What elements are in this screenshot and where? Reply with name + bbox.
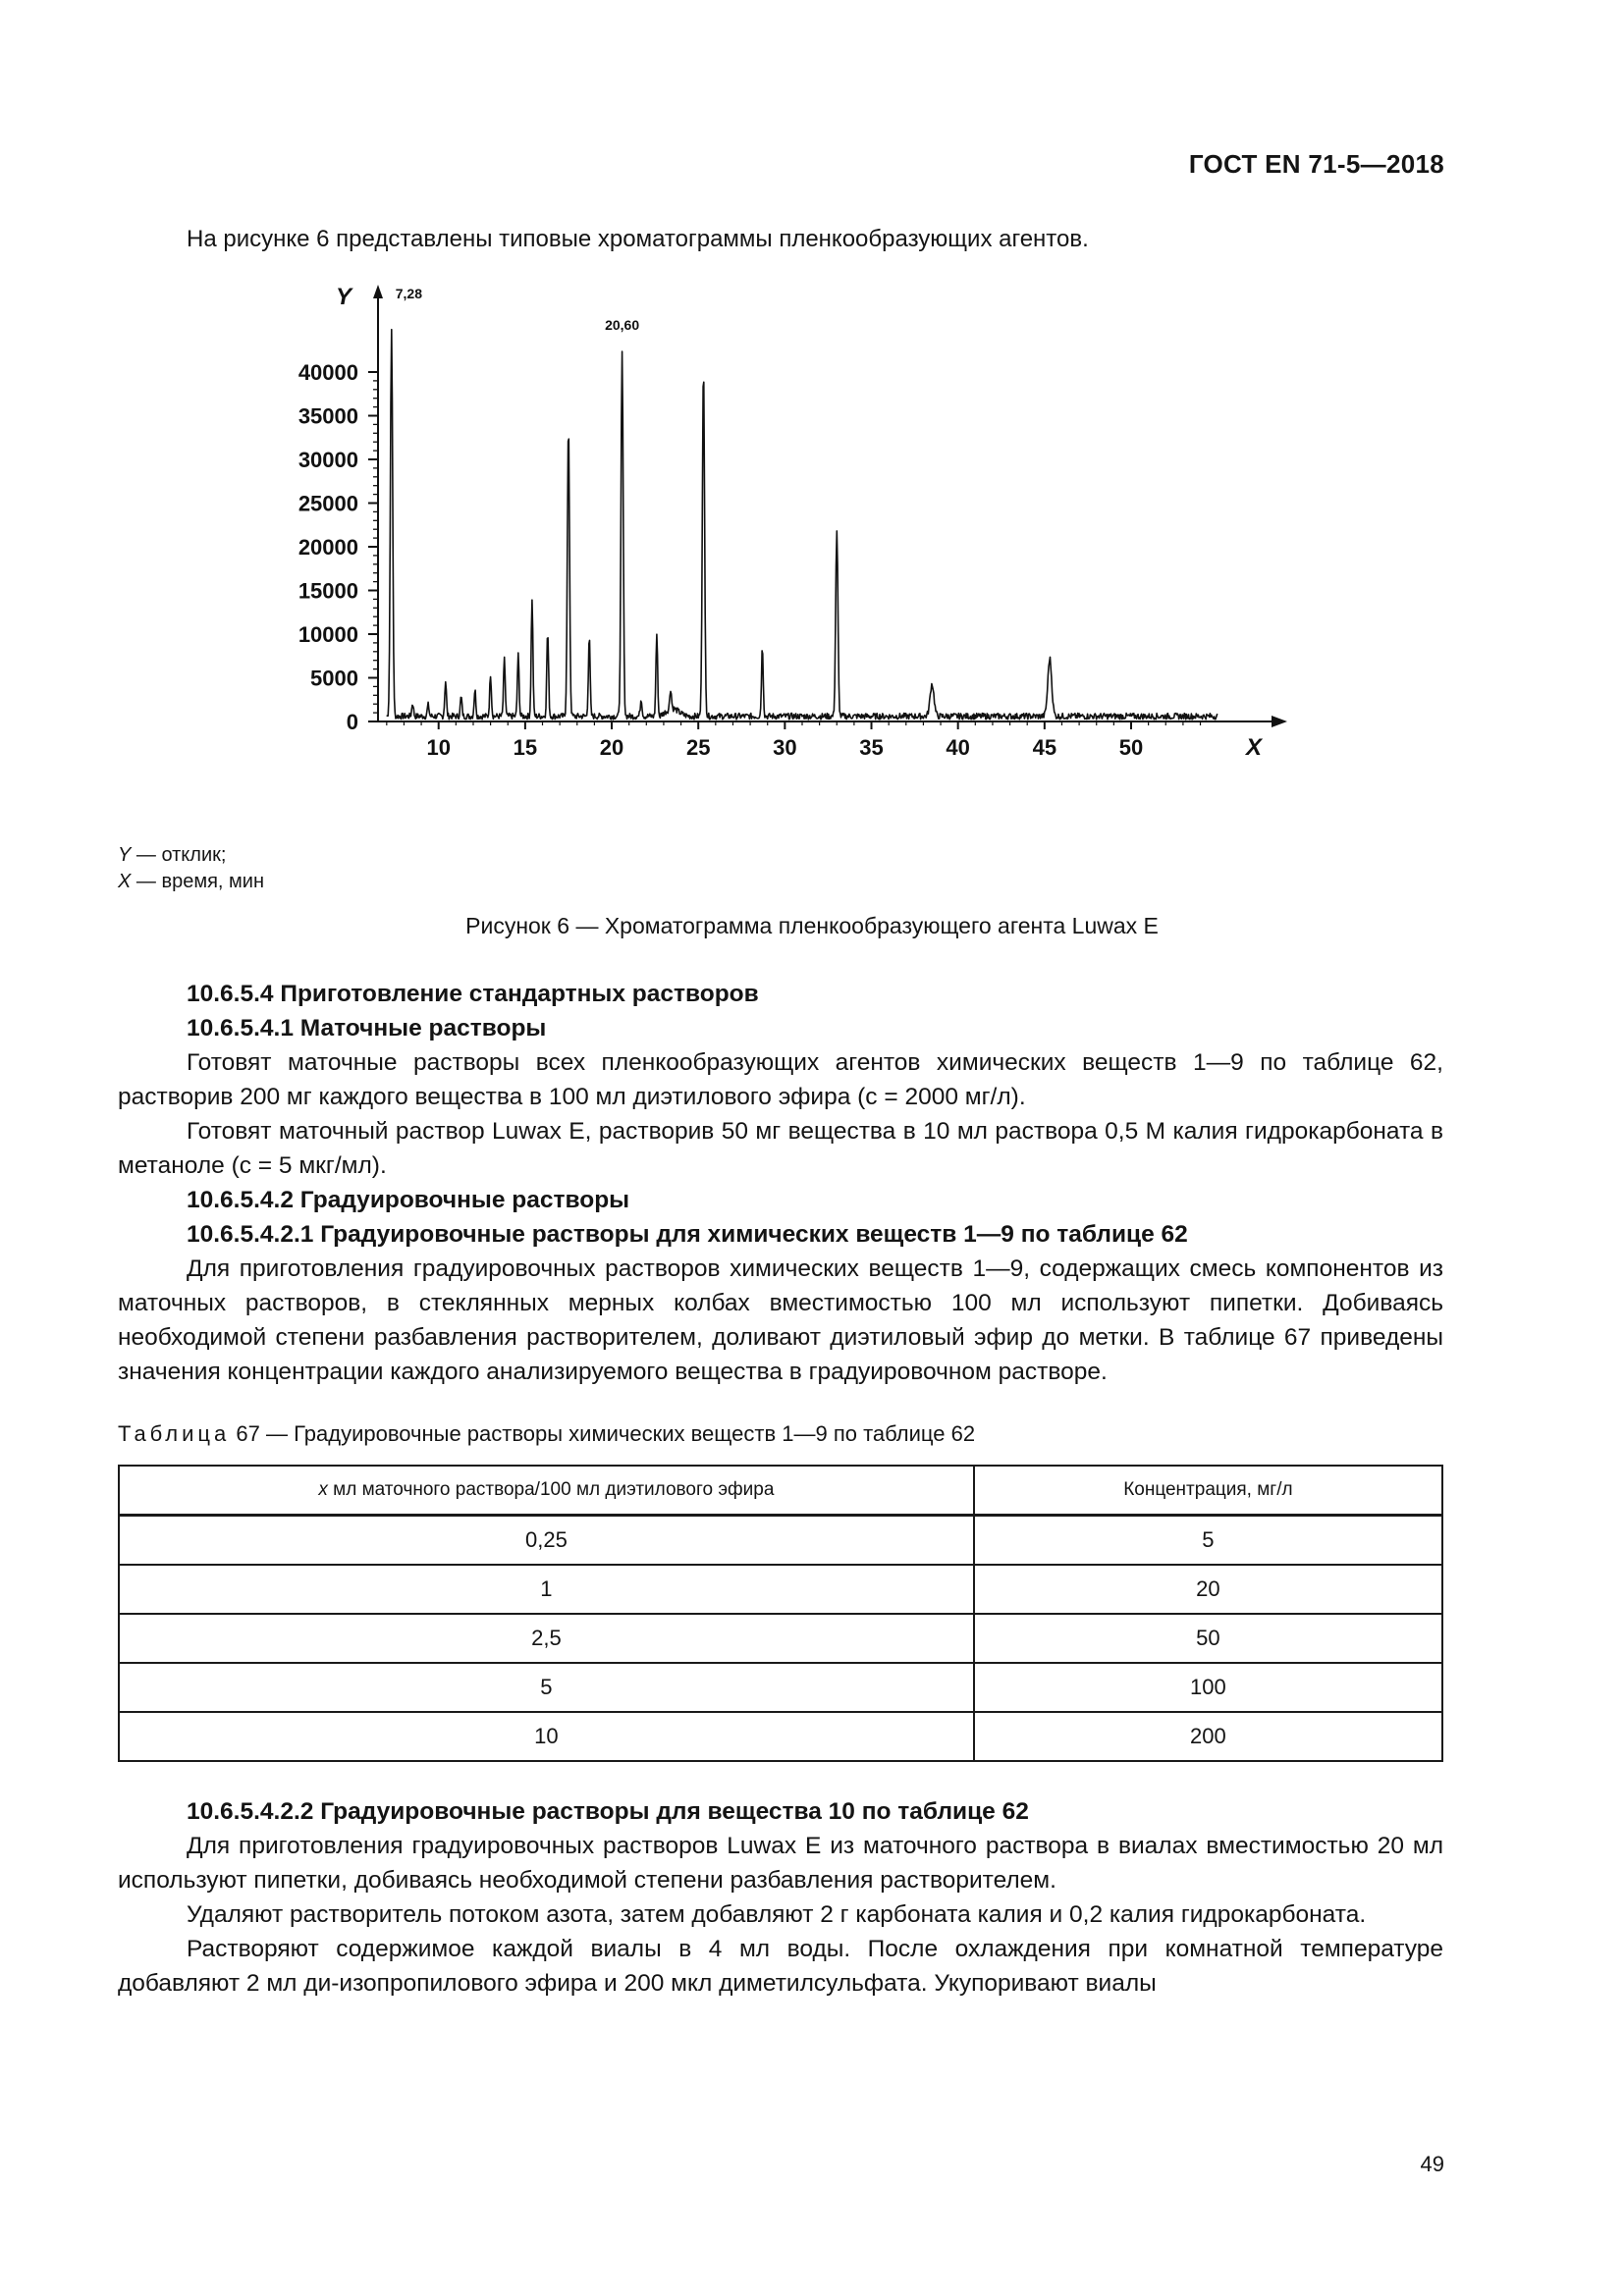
figure-caption: Рисунок 6 — Хроматограмма пленкообразующего агента Luwax E [465, 913, 1159, 938]
y-tick-label: 30000 [298, 448, 358, 472]
legend-x-text: — время, мин [131, 871, 264, 892]
table-cell-concentration: 20 [974, 1565, 1442, 1614]
table-cell-volume: 10 [119, 1712, 974, 1761]
y-tick-label: 35000 [298, 403, 358, 429]
x-tick-label: 40 [946, 735, 970, 760]
y-axis-arrow [373, 285, 383, 298]
table-caption-word: Таблица [118, 1421, 231, 1446]
y-tick-label: 0 [346, 710, 358, 734]
table-row [119, 1663, 1442, 1712]
document-code: ГОСТ EN 71-5—2018 [1188, 149, 1444, 179]
legend-y [118, 844, 226, 867]
table-cell-volume: 5 [119, 1663, 974, 1712]
paragraph-calibration-1-9: Для приготовления градуировочных растворов химических веществ 1—9, содержащих смесь компонентов из маточных растворов, в стеклянных мерных колбах вместимостью 100 мл используют пипетки. Добиваясь необходимой степени разбавления растворителем, доливают диэтиловый эфир до метки. В таблице 67 приведены значения концентрации каждого анализируемого вещества в градуировочном растворе. [118, 1255, 1443, 1385]
table-cell-volume: 2,5 [119, 1614, 974, 1663]
chromatogram-trace [387, 330, 1218, 720]
legend-y-symbol: Y [118, 844, 132, 866]
y-axis-label: Y [335, 285, 352, 310]
page-number: 49 [1420, 2152, 1444, 2176]
table-cell-volume: 0,25 [119, 1516, 974, 1566]
chromatogram-chart [250, 285, 1311, 775]
x-tick-label: 25 [685, 735, 711, 760]
heading-standard-solutions: 10.6.5.4 Приготовление стандартных растворов [187, 981, 759, 1007]
heading-calibration-1-9: 10.6.5.4.2.1 Градуировочные растворы для химических веществ 1—9 по таблице 62 [187, 1221, 1188, 1248]
y-tick-label: 40000 [298, 360, 358, 385]
table-row [119, 1516, 1442, 1566]
x-axis-arrow [1272, 716, 1287, 727]
table-header-concentration: Концентрация, мг/л [974, 1466, 1442, 1516]
y-tick-label: 20000 [298, 535, 358, 560]
y-tick-label: 25000 [298, 491, 358, 516]
heading-stock-solutions: 10.6.5.4.1 Маточные растворы [187, 1015, 547, 1041]
table-caption-text: 67 — Градуировочные растворы химических веществ 1—9 по таблице 62 [236, 1421, 976, 1446]
table-row [119, 1565, 1442, 1614]
table-cell-volume: 1 [119, 1565, 974, 1614]
legend-x-symbol: X [118, 871, 132, 892]
heading-calibration-10: 10.6.5.4.2.2 Градуировочные растворы для вещества 10 по таблице 62 [187, 1798, 1029, 1825]
heading-calibration-solutions: 10.6.5.4.2 Градуировочные растворы [187, 1187, 630, 1213]
intro-paragraph: На рисунке 6 представлены типовые хроматограммы пленкообразующих агентов. [187, 226, 1089, 252]
table-cell-concentration: 50 [974, 1614, 1442, 1663]
peak-label: 7,28 [395, 286, 423, 301]
x-tick-label: 50 [1118, 735, 1144, 760]
legend-x [118, 871, 264, 893]
header-volume-text: мл маточного раствора/100 мл диэтилового эфира [327, 1479, 775, 1500]
x-tick-label: 15 [513, 735, 538, 760]
y-tick-label: 5000 [310, 666, 358, 691]
table-row [119, 1614, 1442, 1663]
x-tick-label: 45 [1032, 735, 1057, 760]
x-axis-label: X [1245, 734, 1263, 761]
text-block-2 [118, 1794, 1443, 2001]
y-tick-label: 10000 [298, 622, 358, 647]
table-cell-concentration: 5 [974, 1516, 1442, 1566]
paragraph-stock-1: Готовят маточные растворы всех пленкообразующих агентов химических веществ 1—9 по таблице 62, растворив 200 мг каждого вещества в 100 мл диэтилового эфира (c = 2000 мг/л). [118, 1049, 1443, 1110]
y-tick-label: 15000 [298, 578, 358, 604]
x-tick-label: 35 [859, 735, 884, 760]
header-variable-x: x [318, 1479, 328, 1500]
x-tick-label: 10 [426, 735, 451, 760]
table-cell-concentration: 200 [974, 1712, 1442, 1761]
peak-label: 20,60 [605, 317, 640, 333]
x-tick-label: 20 [599, 735, 624, 760]
paragraph-calibration-10-1: Для приготовления градуировочных растворов Luwax E из маточного раствора в виалах вместимостью 20 мл используют пипетки, добиваясь необходимой степени разбавления растворителем. [118, 1833, 1443, 1894]
table-cell-concentration: 100 [974, 1663, 1442, 1712]
x-tick-label: 30 [773, 735, 797, 760]
paragraph-calibration-10-2: Удаляют растворитель потоком азота, затем добавляют 2 г карбоната калия и 0,2 калия гидрокарбоната. [187, 1901, 1367, 1928]
paragraph-stock-2: Готовят маточный раствор Luwax E, растворив 50 мг вещества в 10 мл раствора 0,5 М калия гидрокарбоната в метаноле (c = 5 мкг/мл). [118, 1118, 1443, 1179]
calibration-table [118, 1465, 1443, 1762]
table-header-row [119, 1466, 1442, 1516]
text-block-1 [118, 977, 1443, 1389]
table-row [119, 1712, 1442, 1761]
table-caption [118, 1421, 975, 1447]
legend-y-text: — отклик; [131, 844, 227, 866]
table-header-volume [119, 1466, 974, 1516]
paragraph-calibration-10-3: Растворяют содержимое каждой виалы в 4 мл воды. После охлаждения при комнатной температуре добавляют 2 мл ди-изопропилового эфира и 200 мкл диметилсульфата. Укупоривают виалы [118, 1936, 1443, 1997]
